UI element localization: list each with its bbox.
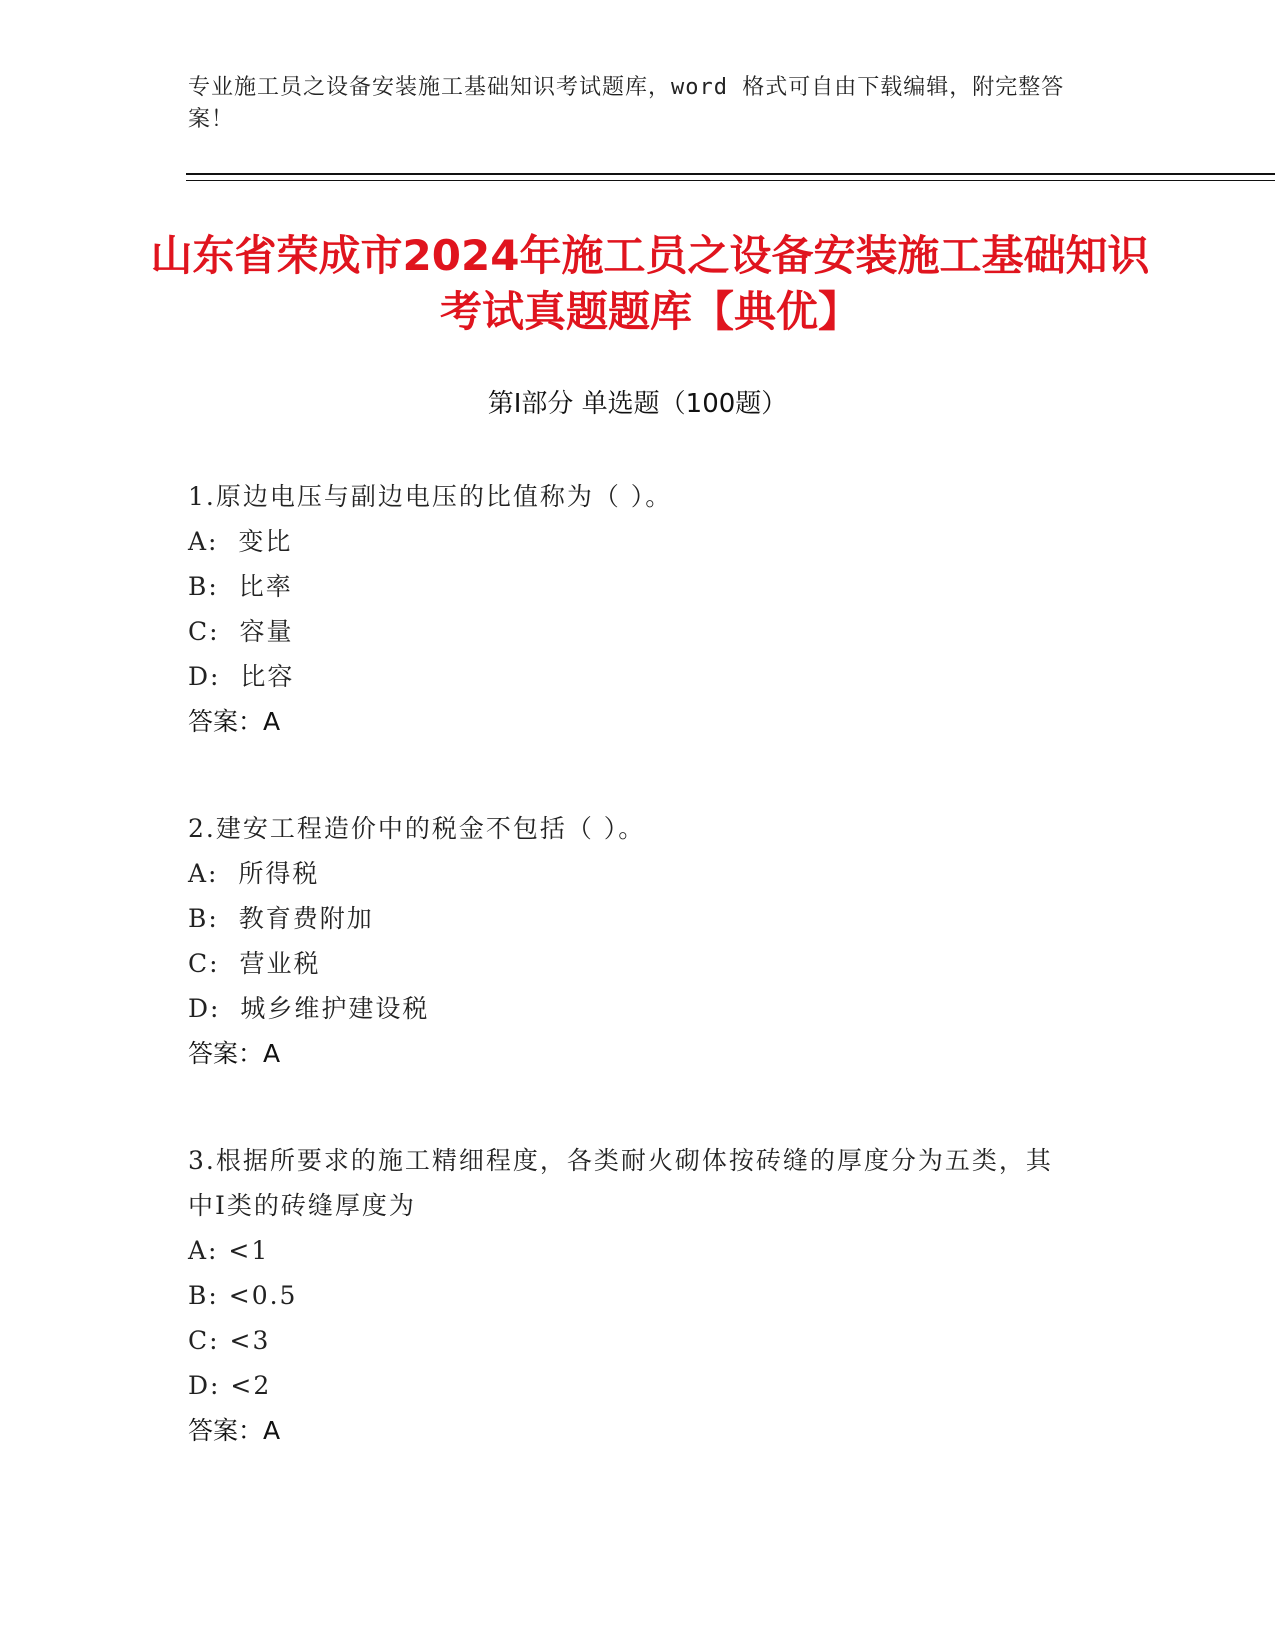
option-b: B: 教育费附加 — [188, 904, 374, 933]
document-title: 山东省荣成市2024年施工员之设备安装施工基础知识考试真题题库【典优】 — [150, 231, 1150, 336]
option-c: C: 容量 — [188, 617, 294, 646]
question-stem: 3.根据所要求的施工精细程度，各类耐火砌体按砖缝的厚度分为五类，其中Ⅰ类的砖缝厚度为 — [188, 1146, 1053, 1220]
question-1 — [188, 474, 1078, 744]
header-divider-thin — [186, 180, 1275, 181]
option-c: C: <3 — [188, 1326, 271, 1355]
header-divider — [186, 173, 1275, 175]
answer: 答案：A — [188, 707, 281, 736]
option-c: C: 营业税 — [188, 949, 321, 978]
section-title: 第Ⅰ部分 单选题（100题） — [487, 389, 788, 419]
answer: 答案：A — [188, 1416, 281, 1445]
option-d: D: <2 — [188, 1371, 272, 1400]
question-3 — [188, 1138, 1078, 1453]
option-d: D: 城乡维护建设税 — [188, 994, 430, 1023]
answer: 答案：A — [188, 1039, 281, 1068]
option-a: A: <1 — [188, 1236, 270, 1265]
option-b: B: 比率 — [188, 572, 293, 601]
header-note: 专业施工员之设备安装施工基础知识考试题库，word 格式可自由下载编辑，附完整答案！ — [188, 75, 1065, 132]
question-stem: 2.建安工程造价中的税金不包括（ ）。 — [188, 814, 646, 843]
question-2 — [188, 806, 1078, 1076]
option-a: A: 变比 — [188, 527, 293, 556]
question-stem: 1.原边电压与副边电压的比值称为（ ）。 — [188, 482, 673, 511]
option-a: A: 所得税 — [188, 859, 320, 888]
question-list — [188, 474, 1078, 1515]
option-b: B: <0.5 — [188, 1281, 298, 1310]
option-d: D: 比容 — [188, 662, 295, 691]
